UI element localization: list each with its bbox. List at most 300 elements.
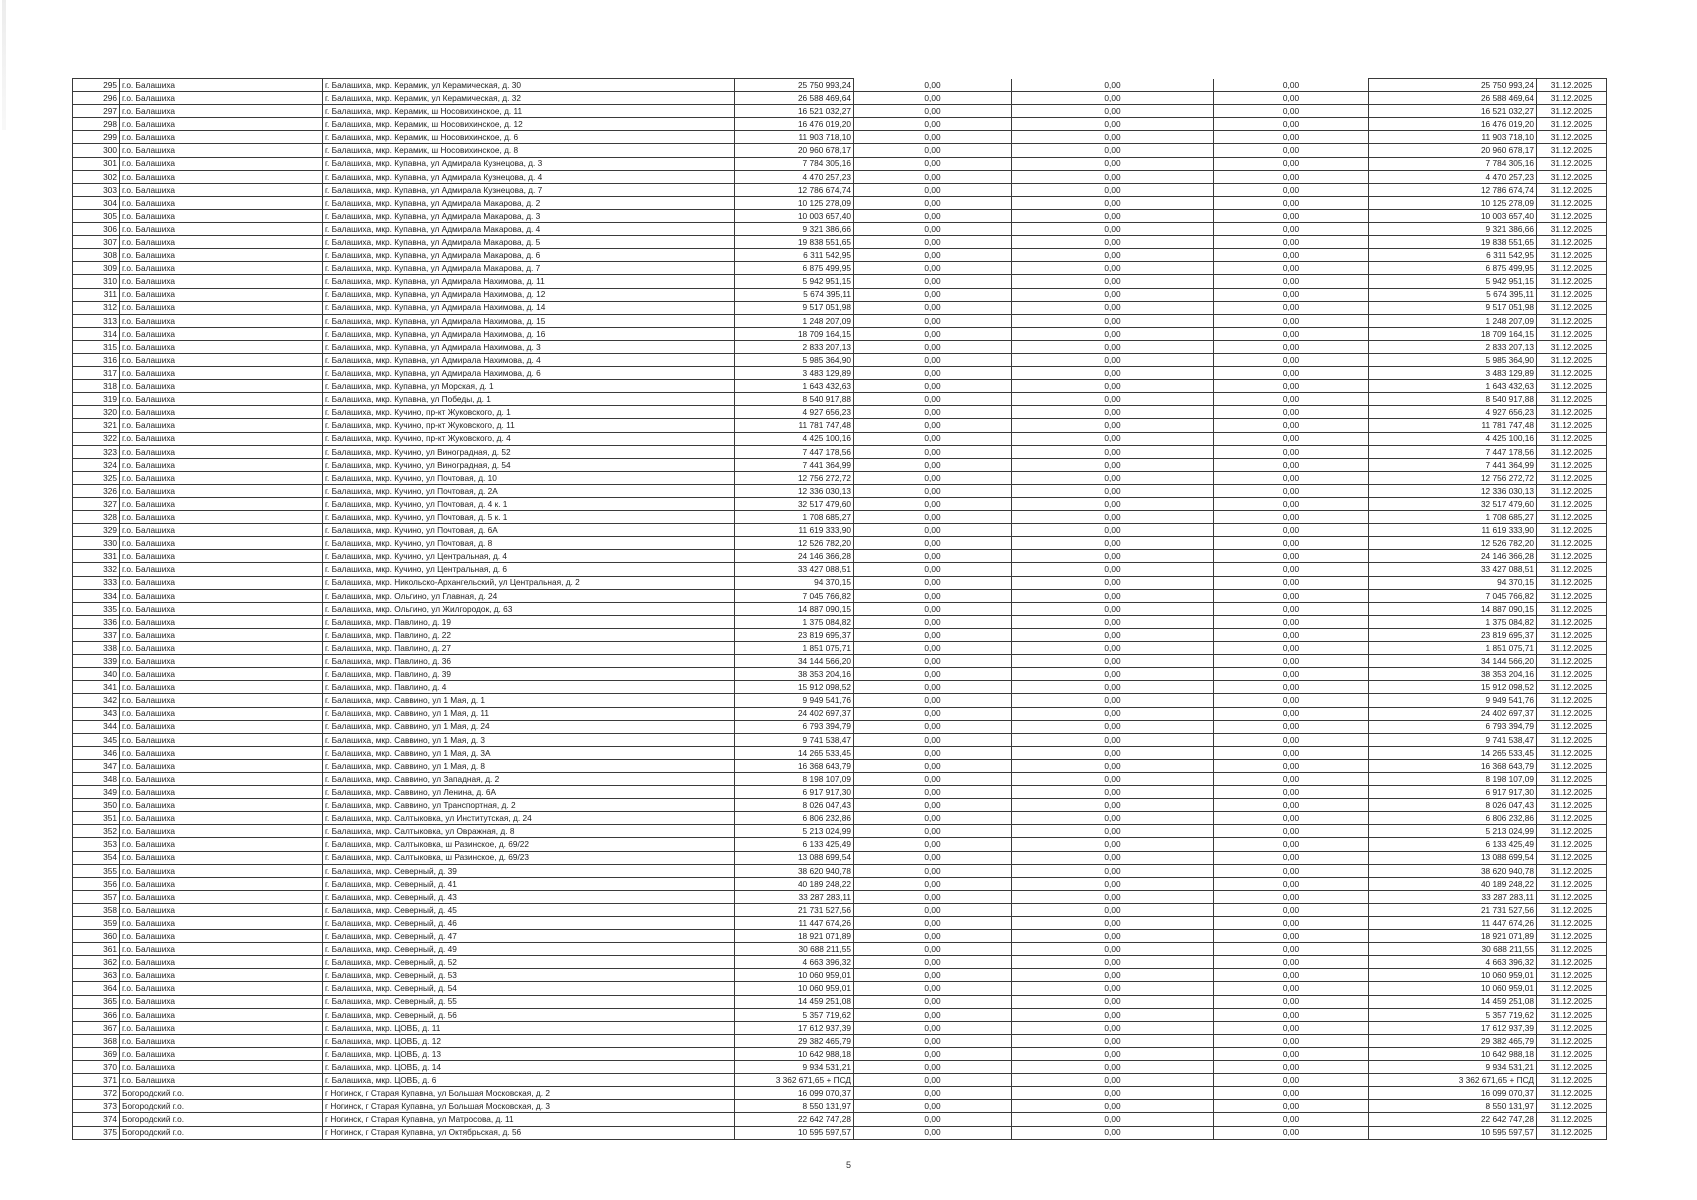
cell-cost: 8 198 107,09 xyxy=(735,772,854,785)
cell-fund-cost: 0,00 xyxy=(854,576,1012,589)
cell-municipality: г.о. Балашиха xyxy=(120,327,323,340)
cell-total-cost: 4 470 257,23 xyxy=(1369,170,1537,183)
cell-cost: 6 806 232,86 xyxy=(735,812,854,825)
cell-row-number: 313 xyxy=(73,314,120,327)
cell-total-cost: 4 663 396,32 xyxy=(1369,956,1537,969)
cell-deadline-date: 31.12.2025 xyxy=(1537,707,1607,720)
cell-fund-cost: 0,00 xyxy=(854,249,1012,262)
cell-municipality: г.о. Балашиха xyxy=(120,563,323,576)
cell-row-number: 300 xyxy=(73,144,120,157)
scan-edge-mark xyxy=(2,0,6,130)
cell-address: г. Балашиха, мкр. Керамик, ул Керамическая, д. 30 xyxy=(323,79,735,92)
cell-budget-cost: 0,00 xyxy=(1012,655,1214,668)
cell-fund-cost: 0,00 xyxy=(854,681,1012,694)
cell-cost: 11 781 747,48 xyxy=(735,419,854,432)
cell-budget-cost: 0,00 xyxy=(1012,209,1214,222)
cell-cost: 10 642 988,18 xyxy=(735,1047,854,1060)
cell-row-number: 310 xyxy=(73,275,120,288)
cell-other-cost: 0,00 xyxy=(1214,615,1369,628)
cell-address: г. Балашиха, мкр. Саввино, ул Ленина, д. 6А xyxy=(323,786,735,799)
cell-budget-cost: 0,00 xyxy=(1012,890,1214,903)
cell-total-cost: 6 875 499,95 xyxy=(1369,262,1537,275)
cell-other-cost: 0,00 xyxy=(1214,471,1369,484)
cell-total-cost: 9 517 051,98 xyxy=(1369,301,1537,314)
cell-fund-cost: 0,00 xyxy=(854,890,1012,903)
cell-budget-cost: 0,00 xyxy=(1012,772,1214,785)
cell-address: г. Балашиха, мкр. Кучино, ул Почтовая, д. 10 xyxy=(323,471,735,484)
cell-other-cost: 0,00 xyxy=(1214,602,1369,615)
cell-row-number: 330 xyxy=(73,537,120,550)
cell-fund-cost: 0,00 xyxy=(854,956,1012,969)
cell-municipality: г.о. Балашиха xyxy=(120,1034,323,1047)
register-table xyxy=(72,78,1607,1140)
table-row xyxy=(73,563,1607,576)
cell-row-number: 319 xyxy=(73,393,120,406)
cell-other-cost: 0,00 xyxy=(1214,79,1369,92)
cell-municipality: г.о. Балашиха xyxy=(120,432,323,445)
table-row xyxy=(73,864,1607,877)
table-row xyxy=(73,995,1607,1008)
cell-total-cost: 12 336 030,13 xyxy=(1369,484,1537,497)
table-row xyxy=(73,655,1607,668)
cell-other-cost: 0,00 xyxy=(1214,982,1369,995)
cell-total-cost: 4 425 100,16 xyxy=(1369,432,1537,445)
cell-other-cost: 0,00 xyxy=(1214,380,1369,393)
cell-municipality: г.о. Балашиха xyxy=(120,550,323,563)
cell-cost: 25 750 993,24 xyxy=(735,79,854,92)
cell-address: г. Балашиха, мкр. Керамик, ш Носовихинское, д. 6 xyxy=(323,131,735,144)
cell-budget-cost: 0,00 xyxy=(1012,170,1214,183)
cell-row-number: 356 xyxy=(73,877,120,890)
cell-deadline-date: 31.12.2025 xyxy=(1537,733,1607,746)
cell-cost: 7 045 766,82 xyxy=(735,589,854,602)
cell-address: г. Балашиха, мкр. Кучино, ул Почтовая, д. 5 к. 1 xyxy=(323,511,735,524)
cell-row-number: 355 xyxy=(73,864,120,877)
cell-municipality: г.о. Балашиха xyxy=(120,367,323,380)
cell-municipality: г.о. Балашиха xyxy=(120,105,323,118)
table-row xyxy=(73,615,1607,628)
cell-municipality: г.о. Балашиха xyxy=(120,144,323,157)
table-row xyxy=(73,969,1607,982)
cell-municipality: г.о. Балашиха xyxy=(120,262,323,275)
cell-municipality: г.о. Балашиха xyxy=(120,170,323,183)
cell-fund-cost: 0,00 xyxy=(854,642,1012,655)
table-row xyxy=(73,550,1607,563)
cell-fund-cost: 0,00 xyxy=(854,367,1012,380)
cell-row-number: 343 xyxy=(73,707,120,720)
cell-fund-cost: 0,00 xyxy=(854,1074,1012,1087)
cell-total-cost: 16 099 070,37 xyxy=(1369,1087,1537,1100)
cell-address: г. Балашиха, мкр. Кучино, ул Почтовая, д. 2А xyxy=(323,484,735,497)
cell-cost: 18 921 071,89 xyxy=(735,930,854,943)
cell-row-number: 372 xyxy=(73,1087,120,1100)
table-row xyxy=(73,498,1607,511)
cell-fund-cost: 0,00 xyxy=(854,445,1012,458)
cell-address: г. Балашиха, мкр. Кучино, ул Виноградная, д. 54 xyxy=(323,458,735,471)
cell-address: г. Балашиха, мкр. Павлино, д. 4 xyxy=(323,681,735,694)
cell-row-number: 295 xyxy=(73,79,120,92)
cell-other-cost: 0,00 xyxy=(1214,393,1369,406)
cell-budget-cost: 0,00 xyxy=(1012,812,1214,825)
cell-address: г. Балашиха, мкр. Кучино, пр-кт Жуковского, д. 1 xyxy=(323,406,735,419)
cell-municipality: г.о. Балашиха xyxy=(120,851,323,864)
cell-deadline-date: 31.12.2025 xyxy=(1537,236,1607,249)
table-row xyxy=(73,458,1607,471)
cell-cost: 5 985 364,90 xyxy=(735,353,854,366)
cell-deadline-date: 31.12.2025 xyxy=(1537,432,1607,445)
cell-deadline-date: 31.12.2025 xyxy=(1537,1061,1607,1074)
cell-municipality: г.о. Балашиха xyxy=(120,772,323,785)
cell-budget-cost: 0,00 xyxy=(1012,1034,1214,1047)
cell-total-cost: 8 198 107,09 xyxy=(1369,772,1537,785)
cell-deadline-date: 31.12.2025 xyxy=(1537,563,1607,576)
table-row xyxy=(73,262,1607,275)
cell-fund-cost: 0,00 xyxy=(854,236,1012,249)
table-row xyxy=(73,1100,1607,1113)
cell-fund-cost: 0,00 xyxy=(854,877,1012,890)
cell-deadline-date: 31.12.2025 xyxy=(1537,170,1607,183)
cell-other-cost: 0,00 xyxy=(1214,772,1369,785)
cell-row-number: 359 xyxy=(73,917,120,930)
cell-total-cost: 30 688 211,55 xyxy=(1369,943,1537,956)
table-row xyxy=(73,903,1607,916)
cell-address: г. Балашиха, мкр. Кучино, ул Почтовая, д. 6А xyxy=(323,524,735,537)
cell-budget-cost: 0,00 xyxy=(1012,969,1214,982)
cell-municipality: г.о. Балашиха xyxy=(120,537,323,550)
table-row xyxy=(73,576,1607,589)
cell-row-number: 370 xyxy=(73,1061,120,1074)
table-row xyxy=(73,209,1607,222)
cell-other-cost: 0,00 xyxy=(1214,668,1369,681)
cell-municipality: г.о. Балашиха xyxy=(120,956,323,969)
cell-municipality: г.о. Балашиха xyxy=(120,707,323,720)
cell-row-number: 346 xyxy=(73,746,120,759)
cell-address: г. Балашиха, мкр. Павлино, д. 36 xyxy=(323,655,735,668)
cell-fund-cost: 0,00 xyxy=(854,380,1012,393)
cell-other-cost: 0,00 xyxy=(1214,301,1369,314)
table-row xyxy=(73,890,1607,903)
cell-budget-cost: 0,00 xyxy=(1012,668,1214,681)
cell-address: г. Балашиха, мкр. Северный, д. 43 xyxy=(323,890,735,903)
cell-deadline-date: 31.12.2025 xyxy=(1537,1113,1607,1126)
cell-other-cost: 0,00 xyxy=(1214,890,1369,903)
cell-row-number: 311 xyxy=(73,288,120,301)
cell-address: г. Балашиха, мкр. Саввино, ул Западная, д. 2 xyxy=(323,772,735,785)
cell-other-cost: 0,00 xyxy=(1214,969,1369,982)
cell-budget-cost: 0,00 xyxy=(1012,183,1214,196)
cell-budget-cost: 0,00 xyxy=(1012,746,1214,759)
cell-fund-cost: 0,00 xyxy=(854,903,1012,916)
cell-municipality: г.о. Балашиха xyxy=(120,471,323,484)
cell-cost: 1 851 075,71 xyxy=(735,642,854,655)
cell-deadline-date: 31.12.2025 xyxy=(1537,524,1607,537)
cell-address: г. Балашиха, мкр. Кучино, ул Виноградная, д. 52 xyxy=(323,445,735,458)
cell-total-cost: 19 838 551,65 xyxy=(1369,236,1537,249)
cell-municipality: г.о. Балашиха xyxy=(120,969,323,982)
cell-fund-cost: 0,00 xyxy=(854,982,1012,995)
cell-fund-cost: 0,00 xyxy=(854,812,1012,825)
cell-address: г. Балашиха, мкр. ЦОВБ, д. 11 xyxy=(323,1021,735,1034)
cell-deadline-date: 31.12.2025 xyxy=(1537,144,1607,157)
cell-other-cost: 0,00 xyxy=(1214,877,1369,890)
cell-budget-cost: 0,00 xyxy=(1012,353,1214,366)
cell-row-number: 345 xyxy=(73,733,120,746)
cell-fund-cost: 0,00 xyxy=(854,105,1012,118)
cell-fund-cost: 0,00 xyxy=(854,733,1012,746)
cell-cost: 94 370,15 xyxy=(735,576,854,589)
cell-municipality: г.о. Балашиха xyxy=(120,157,323,170)
cell-cost: 33 287 283,11 xyxy=(735,890,854,903)
cell-budget-cost: 0,00 xyxy=(1012,995,1214,1008)
cell-total-cost: 38 620 940,78 xyxy=(1369,864,1537,877)
cell-deadline-date: 31.12.2025 xyxy=(1537,655,1607,668)
cell-cost: 22 642 747,28 xyxy=(735,1113,854,1126)
cell-municipality: г.о. Балашиха xyxy=(120,917,323,930)
cell-deadline-date: 31.12.2025 xyxy=(1537,864,1607,877)
cell-cost: 24 402 697,37 xyxy=(735,707,854,720)
cell-row-number: 344 xyxy=(73,720,120,733)
cell-deadline-date: 31.12.2025 xyxy=(1537,209,1607,222)
cell-cost: 9 741 538,47 xyxy=(735,733,854,746)
cell-total-cost: 6 806 232,86 xyxy=(1369,812,1537,825)
table-row xyxy=(73,930,1607,943)
cell-budget-cost: 0,00 xyxy=(1012,1021,1214,1034)
cell-fund-cost: 0,00 xyxy=(854,615,1012,628)
cell-fund-cost: 0,00 xyxy=(854,668,1012,681)
cell-total-cost: 33 287 283,11 xyxy=(1369,890,1537,903)
cell-other-cost: 0,00 xyxy=(1214,576,1369,589)
cell-total-cost: 10 642 988,18 xyxy=(1369,1047,1537,1060)
cell-budget-cost: 0,00 xyxy=(1012,458,1214,471)
cell-budget-cost: 0,00 xyxy=(1012,1061,1214,1074)
cell-row-number: 354 xyxy=(73,851,120,864)
cell-address: г. Балашиха, мкр. Салтыковка, ш Разинское, д. 69/23 xyxy=(323,851,735,864)
cell-cost: 16 521 032,27 xyxy=(735,105,854,118)
cell-deadline-date: 31.12.2025 xyxy=(1537,995,1607,1008)
cell-total-cost: 17 612 937,39 xyxy=(1369,1021,1537,1034)
cell-total-cost: 15 912 098,52 xyxy=(1369,681,1537,694)
cell-total-cost: 10 003 657,40 xyxy=(1369,209,1537,222)
cell-row-number: 326 xyxy=(73,484,120,497)
cell-deadline-date: 31.12.2025 xyxy=(1537,419,1607,432)
cell-budget-cost: 0,00 xyxy=(1012,786,1214,799)
cell-address: г. Балашиха, мкр. Кучино, ул Центральная, д. 6 xyxy=(323,563,735,576)
cell-row-number: 340 xyxy=(73,668,120,681)
cell-deadline-date: 31.12.2025 xyxy=(1537,851,1607,864)
cell-deadline-date: 31.12.2025 xyxy=(1537,498,1607,511)
cell-fund-cost: 0,00 xyxy=(854,772,1012,785)
table-row xyxy=(73,877,1607,890)
cell-address: г. Балашиха, мкр. Купавна, ул Адмирала Нахимова, д. 12 xyxy=(323,288,735,301)
cell-row-number: 371 xyxy=(73,1074,120,1087)
cell-row-number: 321 xyxy=(73,419,120,432)
table-row xyxy=(73,1021,1607,1034)
cell-municipality: г.о. Балашиха xyxy=(120,655,323,668)
table-row xyxy=(73,301,1607,314)
cell-cost: 38 620 940,78 xyxy=(735,864,854,877)
cell-total-cost: 1 708 685,27 xyxy=(1369,511,1537,524)
cell-deadline-date: 31.12.2025 xyxy=(1537,511,1607,524)
cell-municipality: г.о. Балашиха xyxy=(120,301,323,314)
cell-municipality: г.о. Балашиха xyxy=(120,498,323,511)
cell-municipality: г.о. Балашиха xyxy=(120,864,323,877)
cell-address: г Ногинск, г Старая Купавна, ул Большая Московская, д. 3 xyxy=(323,1100,735,1113)
cell-address: г. Балашиха, мкр. Кучино, ул Почтовая, д. 4 к. 1 xyxy=(323,498,735,511)
cell-other-cost: 0,00 xyxy=(1214,1021,1369,1034)
cell-deadline-date: 31.12.2025 xyxy=(1537,576,1607,589)
table-row xyxy=(73,1008,1607,1021)
cell-address: г. Балашиха, мкр. Купавна, ул Адмирала Нахимова, д. 3 xyxy=(323,340,735,353)
cell-row-number: 304 xyxy=(73,196,120,209)
cell-fund-cost: 0,00 xyxy=(854,995,1012,1008)
cell-cost: 18 709 164,15 xyxy=(735,327,854,340)
cell-fund-cost: 0,00 xyxy=(854,92,1012,105)
cell-fund-cost: 0,00 xyxy=(854,314,1012,327)
cell-total-cost: 20 960 678,17 xyxy=(1369,144,1537,157)
cell-total-cost: 23 819 695,37 xyxy=(1369,628,1537,641)
cell-municipality: г.о. Балашиха xyxy=(120,393,323,406)
cell-budget-cost: 0,00 xyxy=(1012,733,1214,746)
cell-total-cost: 1 248 207,09 xyxy=(1369,314,1537,327)
cell-fund-cost: 0,00 xyxy=(854,917,1012,930)
cell-fund-cost: 0,00 xyxy=(854,864,1012,877)
cell-fund-cost: 0,00 xyxy=(854,969,1012,982)
cell-budget-cost: 0,00 xyxy=(1012,131,1214,144)
cell-total-cost: 16 368 643,79 xyxy=(1369,759,1537,772)
table-row xyxy=(73,511,1607,524)
table-row xyxy=(73,772,1607,785)
cell-fund-cost: 0,00 xyxy=(854,1087,1012,1100)
table-row xyxy=(73,524,1607,537)
cell-municipality: г.о. Балашиха xyxy=(120,445,323,458)
cell-other-cost: 0,00 xyxy=(1214,340,1369,353)
cell-row-number: 337 xyxy=(73,628,120,641)
cell-row-number: 308 xyxy=(73,249,120,262)
cell-fund-cost: 0,00 xyxy=(854,1047,1012,1060)
cell-row-number: 347 xyxy=(73,759,120,772)
cell-municipality: г.о. Балашиха xyxy=(120,799,323,812)
cell-fund-cost: 0,00 xyxy=(854,432,1012,445)
cell-budget-cost: 0,00 xyxy=(1012,157,1214,170)
cell-total-cost: 10 125 278,09 xyxy=(1369,196,1537,209)
cell-fund-cost: 0,00 xyxy=(854,262,1012,275)
cell-budget-cost: 0,00 xyxy=(1012,314,1214,327)
cell-other-cost: 0,00 xyxy=(1214,249,1369,262)
cell-budget-cost: 0,00 xyxy=(1012,930,1214,943)
cell-row-number: 302 xyxy=(73,170,120,183)
cell-deadline-date: 31.12.2025 xyxy=(1537,615,1607,628)
cell-budget-cost: 0,00 xyxy=(1012,367,1214,380)
cell-other-cost: 0,00 xyxy=(1214,681,1369,694)
cell-row-number: 332 xyxy=(73,563,120,576)
table-row xyxy=(73,982,1607,995)
table-row xyxy=(73,275,1607,288)
cell-fund-cost: 0,00 xyxy=(854,563,1012,576)
table-row xyxy=(73,471,1607,484)
cell-address: г. Балашиха, мкр. Купавна, ул Адмирала Нахимова, д. 16 xyxy=(323,327,735,340)
cell-row-number: 342 xyxy=(73,694,120,707)
cell-cost: 26 588 469,64 xyxy=(735,92,854,105)
cell-cost: 9 949 541,76 xyxy=(735,694,854,707)
cell-total-cost: 8 540 917,88 xyxy=(1369,393,1537,406)
cell-deadline-date: 31.12.2025 xyxy=(1537,550,1607,563)
table-row xyxy=(73,236,1607,249)
cell-deadline-date: 31.12.2025 xyxy=(1537,1087,1607,1100)
cell-address: г. Балашиха, мкр. Никольско-Архангельский, ул Центральная, д. 2 xyxy=(323,576,735,589)
cell-total-cost: 14 265 533,45 xyxy=(1369,746,1537,759)
cell-total-cost: 7 441 364,99 xyxy=(1369,458,1537,471)
cell-cost: 10 595 597,57 xyxy=(735,1126,854,1139)
cell-cost: 10 060 959,01 xyxy=(735,969,854,982)
cell-other-cost: 0,00 xyxy=(1214,144,1369,157)
cell-address: г. Балашиха, мкр. Северный, д. 53 xyxy=(323,969,735,982)
cell-cost: 3 362 671,65 + ПСД xyxy=(735,1074,854,1087)
cell-municipality: г.о. Балашиха xyxy=(120,746,323,759)
cell-row-number: 363 xyxy=(73,969,120,982)
cell-total-cost: 11 781 747,48 xyxy=(1369,419,1537,432)
cell-fund-cost: 0,00 xyxy=(854,1126,1012,1139)
cell-row-number: 373 xyxy=(73,1100,120,1113)
cell-address: г Ногинск, г Старая Купавна, ул Матросова, д. 11 xyxy=(323,1113,735,1126)
cell-row-number: 298 xyxy=(73,118,120,131)
cell-cost: 1 375 084,82 xyxy=(735,615,854,628)
cell-total-cost: 13 088 699,54 xyxy=(1369,851,1537,864)
cell-municipality: г.о. Балашиха xyxy=(120,602,323,615)
cell-budget-cost: 0,00 xyxy=(1012,327,1214,340)
cell-fund-cost: 0,00 xyxy=(854,471,1012,484)
table-row xyxy=(73,1126,1607,1139)
cell-cost: 12 756 272,72 xyxy=(735,471,854,484)
cell-deadline-date: 31.12.2025 xyxy=(1537,92,1607,105)
cell-budget-cost: 0,00 xyxy=(1012,249,1214,262)
cell-row-number: 296 xyxy=(73,92,120,105)
cell-row-number: 362 xyxy=(73,956,120,969)
cell-total-cost: 11 619 333,90 xyxy=(1369,524,1537,537)
cell-deadline-date: 31.12.2025 xyxy=(1537,799,1607,812)
cell-fund-cost: 0,00 xyxy=(854,655,1012,668)
cell-deadline-date: 31.12.2025 xyxy=(1537,720,1607,733)
cell-budget-cost: 0,00 xyxy=(1012,825,1214,838)
table-row xyxy=(73,105,1607,118)
table-row xyxy=(73,799,1607,812)
cell-cost: 19 838 551,65 xyxy=(735,236,854,249)
cell-row-number: 335 xyxy=(73,602,120,615)
cell-total-cost: 21 731 527,56 xyxy=(1369,903,1537,916)
table-row xyxy=(73,380,1607,393)
cell-address: г. Балашиха, мкр. Саввино, ул 1 Мая, д. 3 xyxy=(323,733,735,746)
cell-total-cost: 7 045 766,82 xyxy=(1369,589,1537,602)
cell-deadline-date: 31.12.2025 xyxy=(1537,471,1607,484)
cell-municipality: Богородский г.о. xyxy=(120,1113,323,1126)
cell-total-cost: 3 483 129,89 xyxy=(1369,367,1537,380)
cell-cost: 5 357 719,62 xyxy=(735,1008,854,1021)
table-row xyxy=(73,340,1607,353)
cell-fund-cost: 0,00 xyxy=(854,223,1012,236)
cell-municipality: г.о. Балашиха xyxy=(120,576,323,589)
cell-municipality: г.о. Балашиха xyxy=(120,668,323,681)
cell-cost: 14 887 090,15 xyxy=(735,602,854,615)
cell-address: г. Балашиха, мкр. Саввино, ул 1 Мая, д. 3А xyxy=(323,746,735,759)
cell-cost: 32 517 479,60 xyxy=(735,498,854,511)
cell-address: г. Балашиха, мкр. Северный, д. 54 xyxy=(323,982,735,995)
cell-budget-cost: 0,00 xyxy=(1012,340,1214,353)
cell-row-number: 324 xyxy=(73,458,120,471)
table-row xyxy=(73,668,1607,681)
cell-row-number: 366 xyxy=(73,1008,120,1021)
cell-total-cost: 5 213 024,99 xyxy=(1369,825,1537,838)
cell-total-cost: 25 750 993,24 xyxy=(1369,79,1537,92)
cell-fund-cost: 0,00 xyxy=(854,628,1012,641)
